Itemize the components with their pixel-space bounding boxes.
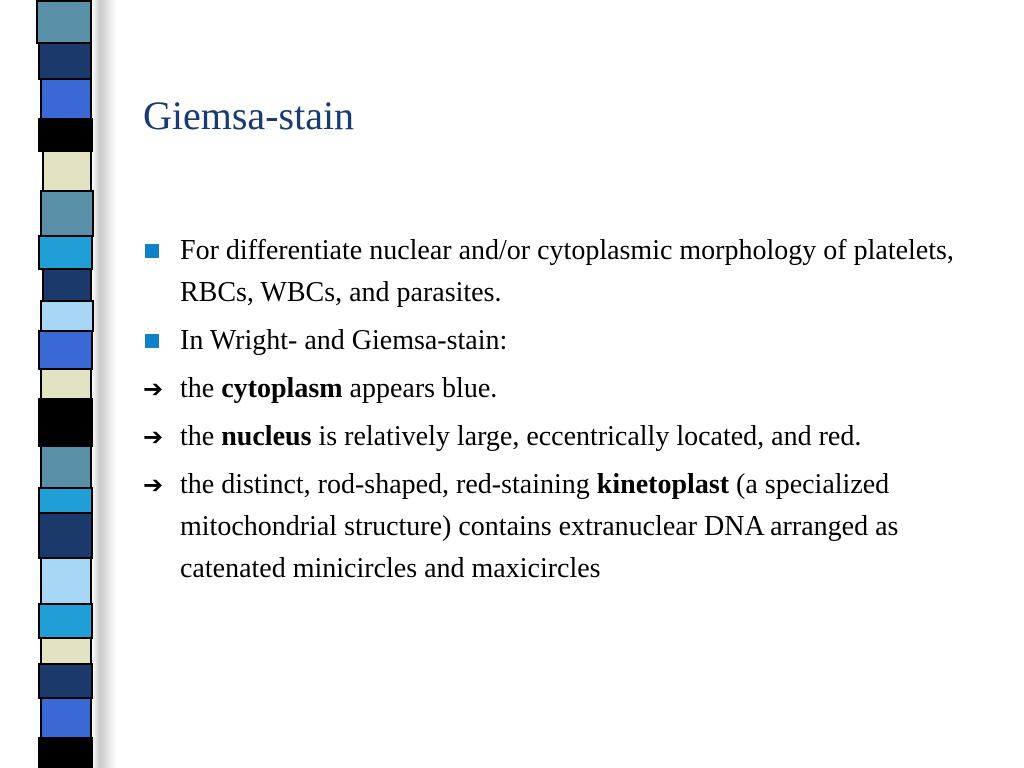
- arrow-text-pre: the: [180, 421, 222, 452]
- arrow-item: [143, 368, 983, 410]
- arrow-text-post: (a specialized mitochondrial structure) contains extranuclear DNA arranged as catenated minicircles and maxicircles: [180, 469, 899, 584]
- stripe-segment: [38, 42, 92, 80]
- slide-title: Giemsa-stain: [143, 93, 355, 138]
- arrow-text-bold: kinetoplast: [596, 469, 730, 500]
- arrow-item: [143, 464, 983, 590]
- bullet-text: In Wright- and Giemsa-stain:: [180, 325, 508, 356]
- stripe-segment: [40, 368, 92, 400]
- stripe-segment: [40, 78, 92, 120]
- stripe-segment: [38, 235, 93, 270]
- arrow-text-pre: the distinct, rod-shaped, red-staining: [180, 469, 597, 500]
- square-bullet-icon: [145, 244, 159, 258]
- stripe-segment: [38, 118, 93, 152]
- stripe-segment: [42, 150, 92, 192]
- stripe-segment: [38, 398, 93, 447]
- stripe-segment: [38, 512, 93, 559]
- stripe-segment: [40, 557, 92, 605]
- arrow-right-icon: ➔: [143, 423, 164, 451]
- stripe-segment: [36, 0, 92, 44]
- decorative-stripe-bar: [0, 0, 118, 768]
- stripe-segment: [40, 697, 92, 739]
- square-bullet-icon: [145, 334, 159, 348]
- arrow-item: [143, 416, 983, 458]
- slide-body: [143, 230, 983, 596]
- stripe-segment: [38, 603, 93, 639]
- stripe-segment: [38, 487, 93, 514]
- arrow-right-icon: ➔: [143, 471, 164, 499]
- stripe-segment: [38, 330, 93, 370]
- arrow-right-icon: ➔: [143, 375, 164, 403]
- stripe-segment: [40, 637, 92, 665]
- stripe-segment: [38, 737, 93, 768]
- arrow-text-pre: the: [180, 373, 222, 404]
- bullet-item: [143, 320, 983, 362]
- bullet-item: [143, 230, 983, 314]
- stripe-segment: [40, 190, 94, 237]
- stripe-segment: [38, 663, 93, 699]
- arrow-text-bold: nucleus: [221, 421, 312, 452]
- arrow-text-post: is relatively large, eccentrically located, and red.: [311, 421, 862, 452]
- arrow-text-post: appears blue.: [342, 373, 498, 404]
- stripe-segment: [42, 268, 92, 302]
- bullet-text: For differentiate nuclear and/or cytoplasmic morphology of platelets, RBCs, WBCs, and parasites.: [180, 235, 954, 308]
- stripe-segment: [40, 445, 92, 489]
- arrow-text-bold: cytoplasm: [221, 373, 343, 404]
- stripe-segments: [0, 0, 118, 768]
- stripe-segment: [40, 300, 94, 332]
